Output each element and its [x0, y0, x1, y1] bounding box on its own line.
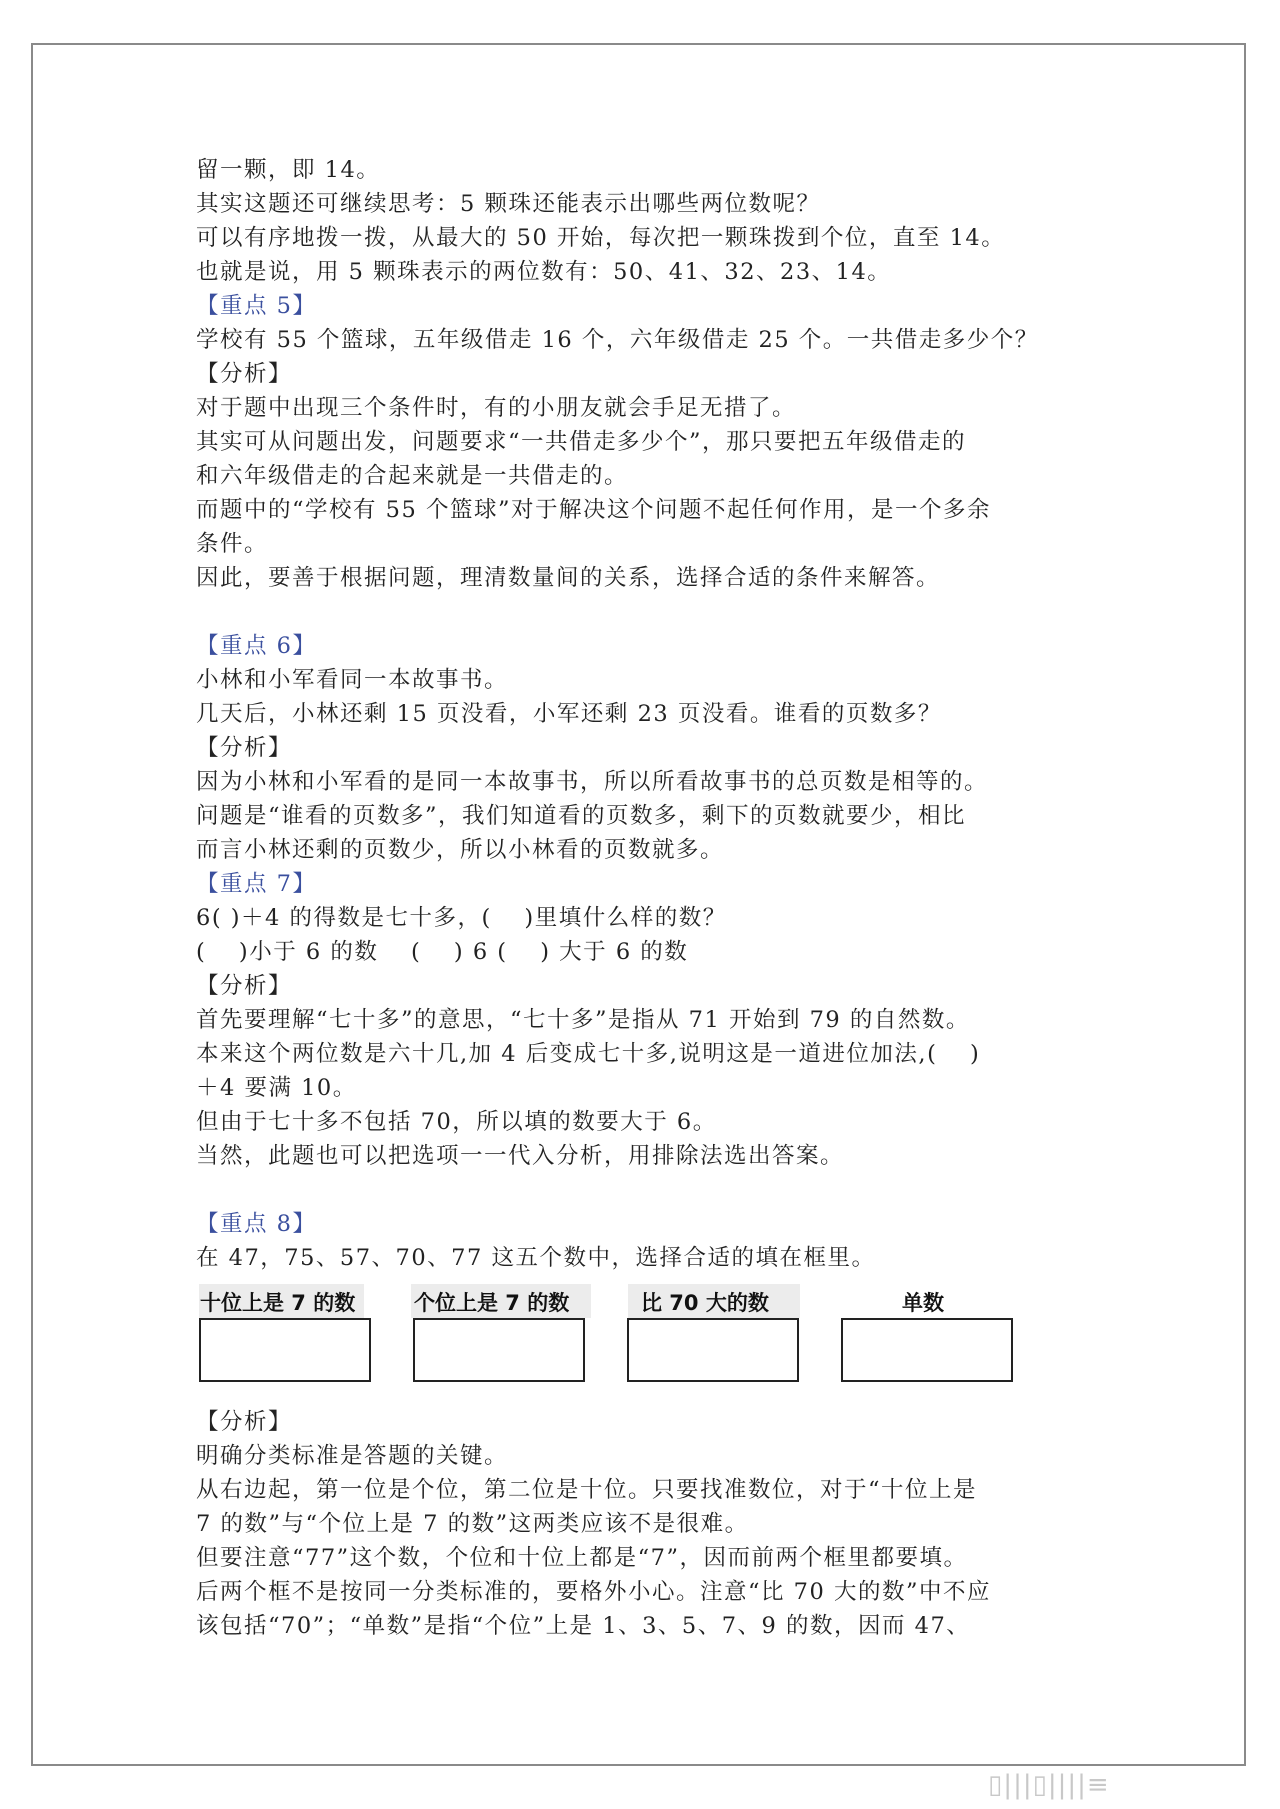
box-label-greater-70: 比 70 大的数	[641, 1291, 769, 1315]
watermark-stamp: ▯|||▯||||≡	[988, 1770, 1110, 1800]
text-line: 后两个框不是按同一分类标准的，要格外小心。注意“比 70 大的数”中不应	[196, 1579, 991, 1605]
analysis-heading: 【分析】	[196, 973, 293, 999]
text-line: 对于题中出现三个条件时，有的小朋友就会手足无措了。	[196, 395, 797, 421]
text-line: 本来这个两位数是六十几,加 4 后变成七十多,说明这是一道进位加法,( )	[196, 1041, 981, 1067]
question-text: 小林和小军看同一本故事书。	[196, 667, 509, 693]
answer-box-odd[interactable]	[841, 1318, 1013, 1382]
section-heading-7: 【重点 7】	[196, 871, 317, 897]
text-line: 条件。	[196, 531, 269, 557]
analysis-heading: 【分析】	[196, 1409, 293, 1435]
text-line: 而题中的“学校有 55 个篮球”对于解决这个问题不起任何作用，是一个多余	[196, 497, 991, 523]
box-label-ones-7: 个位上是 7 的数	[414, 1291, 570, 1315]
text-line: ＋4 要满 10。	[196, 1075, 357, 1101]
text-line: 可以有序地拨一拨，从最大的 50 开始，每次把一颗珠拨到个位，直至 14。	[196, 225, 1006, 251]
answer-box-greater-70[interactable]	[627, 1318, 799, 1382]
text-line: 因此，要善于根据问题，理清数量间的关系，选择合适的条件来解答。	[196, 565, 941, 591]
text-line: 也就是说，用 5 颗珠表示的两位数有：50、41、32、23、14。	[196, 259, 892, 285]
text-line: 明确分类标准是答题的关键。	[196, 1443, 509, 1469]
text-line: 首先要理解“七十多”的意思，“七十多”是指从 71 开始到 79 的自然数。	[196, 1007, 970, 1033]
text-line: 7 的数”与“个位上是 7 的数”这两类应该不是很难。	[196, 1511, 749, 1537]
analysis-heading: 【分析】	[196, 735, 293, 761]
question-text: 在 47，75、57、70、77 这五个数中，选择合适的填在框里。	[196, 1245, 876, 1271]
answer-box-ones-7[interactable]	[413, 1318, 585, 1382]
section-heading-5: 【重点 5】	[196, 293, 317, 319]
box-label-tens-7: 十位上是 7 的数	[200, 1291, 356, 1315]
text-line: 而言小林还剩的页数少，所以小林看的页数就多。	[196, 837, 725, 863]
section-heading-6: 【重点 6】	[196, 633, 317, 659]
box-label-odd: 单数	[902, 1291, 944, 1315]
question-text: 6( )＋4 的得数是七十多，( )里填什么样的数？	[196, 905, 727, 931]
text-line: 但要注意“77”这个数，个位和十位上都是“7”，因而前两个框里都要填。	[196, 1545, 968, 1571]
text-line: 和六年级借走的合起来就是一共借走的。	[196, 463, 629, 489]
text-line: 但由于七十多不包括 70，所以填的数要大于 6。	[196, 1109, 717, 1135]
text-line: 当然，此题也可以把选项一一代入分析，用排除法选出答案。	[196, 1143, 845, 1169]
text-line: 其实可从问题出发，问题要求“一共借走多少个”，那只要把五年级借走的	[196, 429, 967, 455]
analysis-heading: 【分析】	[196, 361, 293, 387]
text-line: 其实这题还可继续思考：5 颗珠还能表示出哪些两位数呢？	[196, 191, 821, 217]
text-line: 问题是“谁看的页数多”，我们知道看的页数多，剩下的页数就要少，相比	[196, 803, 967, 829]
text-line: 留一颗，即 14。	[196, 157, 381, 183]
text-line: 从右边起，第一位是个位，第二位是十位。只要找准数位，对于“十位上是	[196, 1477, 978, 1503]
question-text: 学校有 55 个篮球，五年级借走 16 个，六年级借走 25 个。一共借走多少个？	[196, 327, 1039, 353]
answer-options: ( )小于 6 的数 ( ) 6 ( ) 大于 6 的数	[196, 939, 689, 965]
answer-box-tens-7[interactable]	[199, 1318, 371, 1382]
question-text: 几天后，小林还剩 15 页没看，小军还剩 23 页没看。谁看的页数多？	[196, 701, 942, 727]
text-line: 该包括“70”；“单数”是指“个位”上是 1、3、5、7、9 的数，因而 47、	[196, 1613, 971, 1639]
text-line: 因为小林和小军看的是同一本故事书，所以所看故事书的总页数是相等的。	[196, 769, 989, 795]
section-heading-8: 【重点 8】	[196, 1211, 317, 1237]
